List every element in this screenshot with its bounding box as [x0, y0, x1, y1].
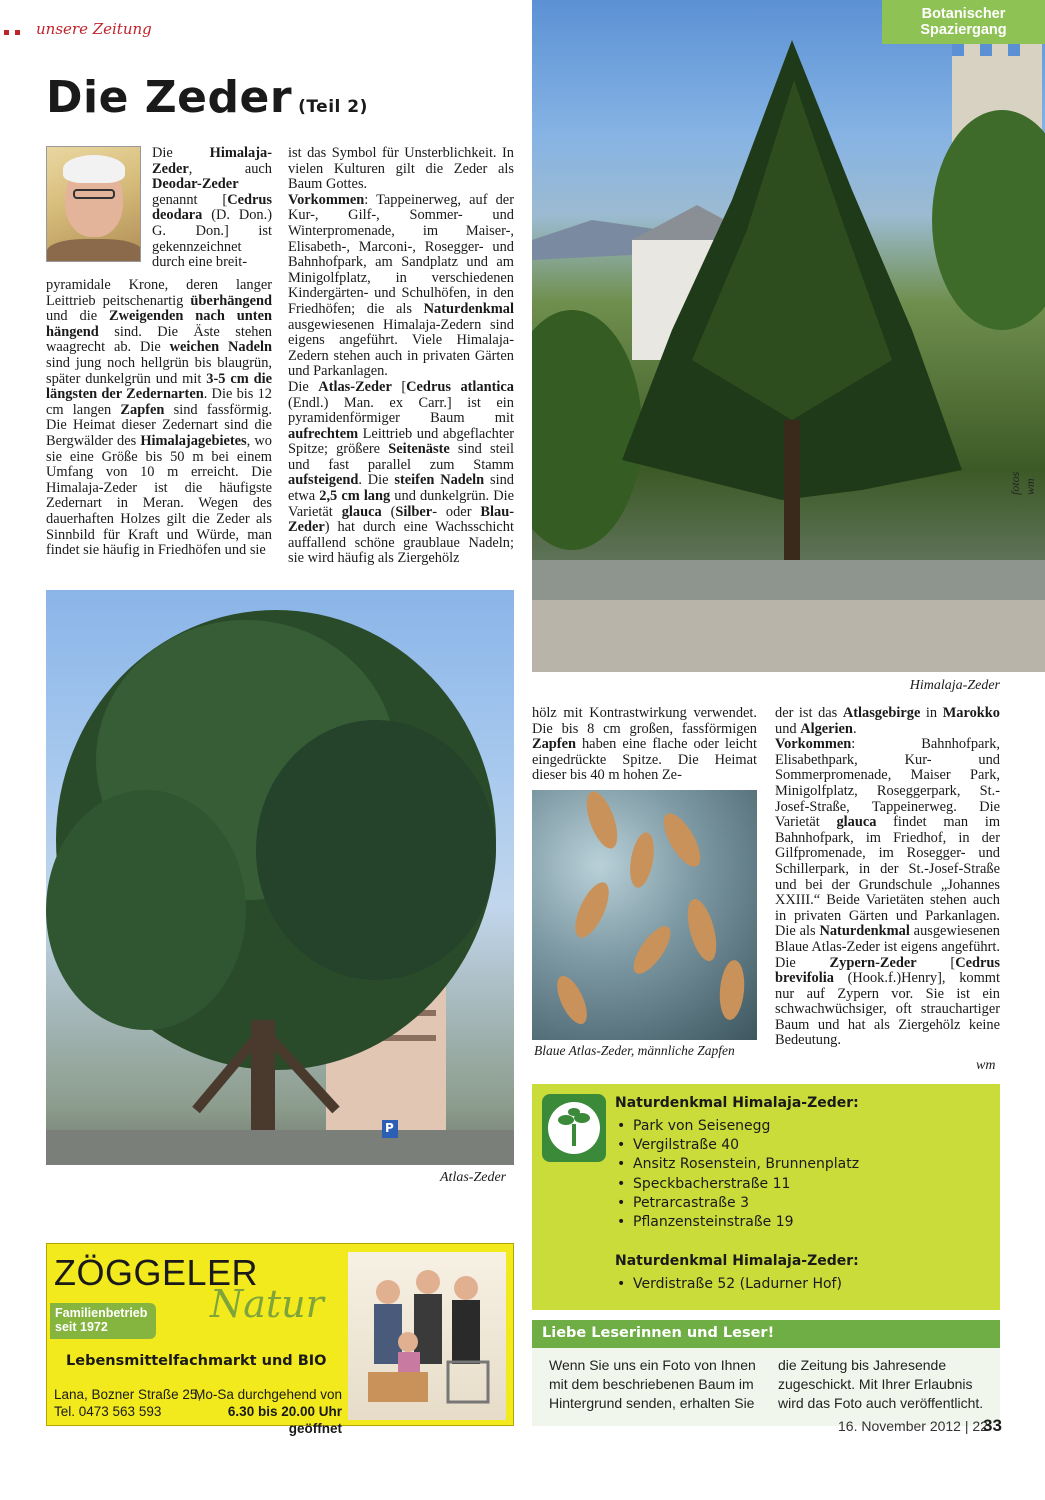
himalaja-caption: Himalaja-Zeder [909, 678, 1000, 693]
photo-credit: fotos wm [1008, 471, 1037, 495]
ad-phone: Tel. 0473 563 593 [54, 1404, 162, 1419]
ad-opening-hours [176, 1386, 342, 1437]
list-item: • Verdistraße 52 (Ladurner Hof) [615, 1275, 842, 1294]
section-badge: Botanischer Spaziergang [882, 0, 1045, 44]
article-column-1: pyramidale Krone, deren langer Leittrieb peitschenartig überhängend und die Zweigenden nach unten hängend sind. Die Äste stehen waagrecht ab. Die weichen Nadeln sind jung noch hellgrün bis blaugrün, später dunkelgrün und mit 3-5 cm die längsten der Zedernarten. Die bis 12 cm langen Zapfen sind fassförmig. Die Heimat dieser Zedernart sind die Bergwälder des Himalajagebietes, wo sie eine Größe bis 50 m bei einem Umfang von 10 m erreicht. Die Himalaja-Zeder ist die häufigste Zedernart in Meran. Wegen des dauerhaften Holzes gilt die Zeder als Sinnbild für Kraft und Würde, man findet sie häufig in Friedhöfen und sie [46, 277, 273, 559]
title-main: Die Zeder [46, 72, 293, 123]
ad-tagline: Lebensmittelfachmarkt und BIO [66, 1353, 327, 1369]
naturdenkmal-title-2: Naturdenkmal Himalaja-Zeder: [615, 1253, 859, 1269]
blue-atlas-cones-photo [532, 790, 757, 1040]
ad-brand-script: Natur [210, 1282, 324, 1326]
naturdenkmal-list-2 [615, 1275, 842, 1294]
atlas-cedar-photo [46, 590, 514, 1165]
footer-date-issue: 16. November 2012 | 22 [838, 1418, 988, 1434]
ad-hours-line-1: Mo-Sa durchgehend von [194, 1387, 342, 1402]
cones-caption: Blaue Atlas-Zeder, männliche Zapfen [534, 1043, 735, 1058]
list-item: • Ansitz Rosenstein, Brunnenplatz [615, 1155, 859, 1174]
list-item: • Park von Seisenegg [615, 1117, 859, 1136]
ad-brand-name: ZÖGGELER [54, 1252, 259, 1293]
atlas-caption: Atlas-Zeder [440, 1170, 507, 1185]
article-column-4: der ist das Atlasgebirge in Marokko und Algerien. Vorkommen: Bahnhofpark, Elisabethpark, Kur- und Sommerpromenade, Maiser Park, Minigolfplatz, Roseggerpark, St.-Josef-Straße, Tappeinerweg. Die Varietät glauca findet man im Bahnhofpark, im Friedhof, in der Gilfpromenade, im Rosegger- und Schillerpark, in der St.-Josef-Straße und bei der Grundschule „Johannes XXIII.“ Beide Varietäten stehen auch in privaten Gärten und Parkanlagen. Die als Naturdenkmal ausgewiesenen Blaue Atlas-Zeder ist eigens angeführt. Die Zypern-Zeder [Cedrus brevifolia (Hook.f.)Henry], kommt nur auf Zypern vor. Sie ist ein schwachwüchsiger, oft strauchartiger Baum und hat als Ziergehölz keine Bedeutung. [775, 705, 1001, 1049]
title-suffix: (Teil 2) [298, 97, 368, 117]
list-item: • Vergilstraße 40 [615, 1136, 859, 1155]
author-signature: wm [976, 1058, 996, 1073]
header-marks [4, 30, 20, 35]
himalaja-cedar-photo [532, 0, 1045, 672]
ad-family-line-2: seit 1972 [55, 1320, 108, 1334]
naturdenkmal-list-1 [615, 1117, 859, 1232]
article-column-3: hölz mit Kontrastwirkung verwendet. Die bis 8 cm großen, fassförmigen Zapfen haben eine flache oder leicht eingedrückte Spitze. Die Heimat dieser bis 40 m hohen Ze- [532, 705, 757, 784]
ad-address-line-1: Lana, Bozner Straße 25, [54, 1387, 202, 1402]
parking-sign: P [385, 1121, 394, 1135]
reader-notice-text-2: die Zeitung bis Jahresende zugeschickt. Mit Ihrer Erlaubnis wird das Foto auch veröffentlicht. [778, 1357, 984, 1411]
ad-family-business-badge [50, 1303, 156, 1339]
list-item: • Speckbacherstraße 11 [615, 1175, 859, 1194]
publication-logo: unsere Zeitung [36, 20, 152, 38]
page-title [46, 72, 368, 123]
reader-notice-heading: Liebe Leserinnen und Leser! [532, 1320, 1000, 1348]
tree-logo-icon [542, 1094, 606, 1162]
article-column-2: ist das Symbol für Unsterblichkeit. In vielen Kulturen gilt die Zeder als Baum Gottes. Vorkommen: Tappeinerweg, auf der Kur-, Gilf-, Sommer- und Winterpromenade, im Maiser-, Elisabeth-, Marconi-, Rosegger- und Bahnhofpark, am Sandplatz und am Minigolfplatz, in verschiedenen Kindergärten- und Schulhöfen, in den Friedhöfen; die als Naturdenkmal ausgewiesenen Himalaja-Zedern sind eigens angeführt. Viele Himalaja-Zedern stehen auch in privaten Gärten und Parkanlagen. Die Atlas-Zeder [Cedrus atlantica (Endl.) Man. ex Carr.] ist ein pyramidenförmiger Baum mit aufrechtem Leittrieb und abgeflachter Spitze; größere Seitenäste sind steil und fast parallel zum Stamm aufsteigend. Die steifen Nadeln sind etwa 2,5 cm lang und dunkelgrün. Die Varietät glauca (Silber- oder Blau-Zeder) hat durch eine Wachsschicht auffallend schöne graublaue Nadeln; sie wird häufig als Ziergehölz [288, 145, 515, 567]
naturdenkmal-title-1: Naturdenkmal Himalaja-Zeder: [615, 1095, 859, 1111]
ad-family-photo [348, 1252, 506, 1420]
article-column-1-top: Die Himalaja-Zeder, auch Deodar-Zeder genannt [Cedrus deodara (D. Don.) G. Don.] ist gekennzeichnet durch eine breit- [152, 145, 272, 271]
ad-hours-line-2: 6.30 bis 20.00 Uhr geöffnet [227, 1404, 342, 1436]
author-portrait [46, 146, 141, 262]
page-number: 33 [983, 1416, 1002, 1435]
reader-notice-text-1: Wenn Sie uns ein Foto von Ihnen mit dem beschriebenen Baum im Hintergrund senden, erhalten Sie [549, 1357, 756, 1411]
ad-family-line-1: Familienbetrieb [55, 1306, 148, 1320]
list-item: • Pflanzensteinstraße 19 [615, 1213, 859, 1232]
list-item: • Petrarcastraße 3 [615, 1194, 859, 1213]
